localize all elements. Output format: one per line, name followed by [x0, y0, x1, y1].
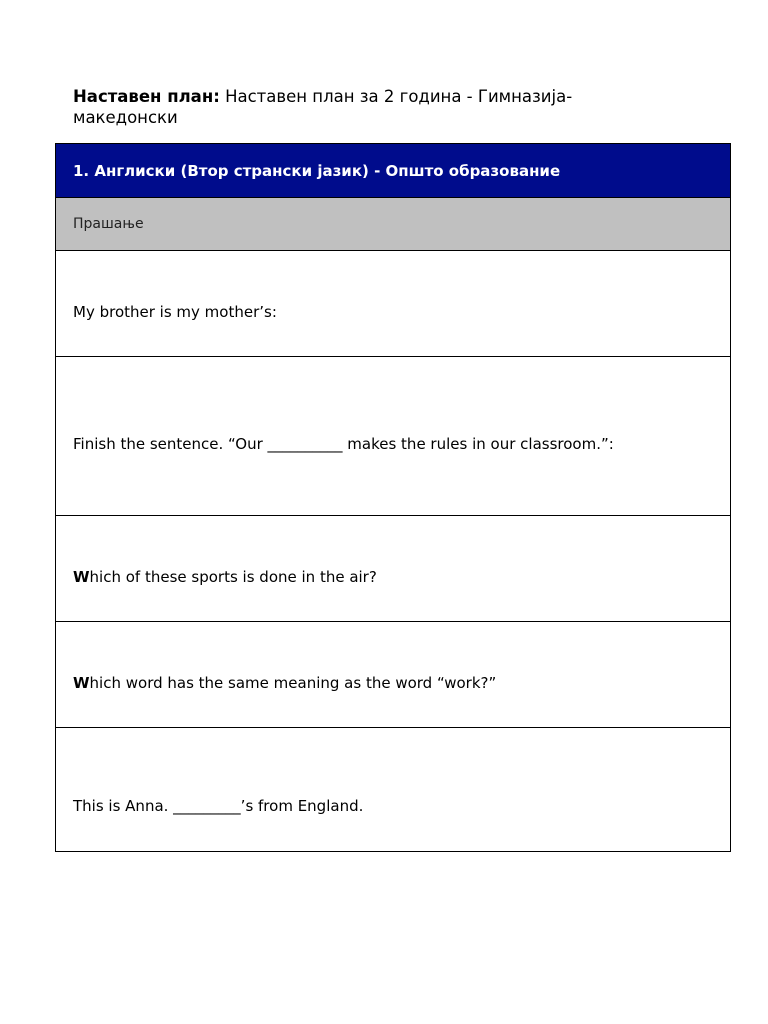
section-title: 1. Англиски (Втор странски јазик) - Општо образование: [56, 144, 730, 198]
curriculum-header: [73, 86, 673, 128]
question-text: My brother is my mother’s:: [73, 302, 277, 321]
question-row: [56, 622, 730, 728]
question-table: [55, 143, 731, 852]
column-header-question: Прашање: [56, 198, 730, 251]
question-row: [56, 251, 730, 357]
question-row: [56, 516, 730, 622]
question-text: Which word has the same meaning as the word “work?”: [73, 673, 497, 692]
question-row: [56, 728, 730, 851]
curriculum-value: Наставен план за 2 година - Гимназија-македонски: [73, 87, 573, 127]
question-row: [56, 357, 730, 516]
question-text: This is Anna. _________’s from England.: [73, 797, 364, 815]
question-text: Finish the sentence. “Our __________ makes the rules in our classroom.”:: [73, 435, 614, 453]
curriculum-label: Наставен план:: [73, 87, 220, 106]
question-text: Which of these sports is done in the air?: [73, 567, 377, 586]
